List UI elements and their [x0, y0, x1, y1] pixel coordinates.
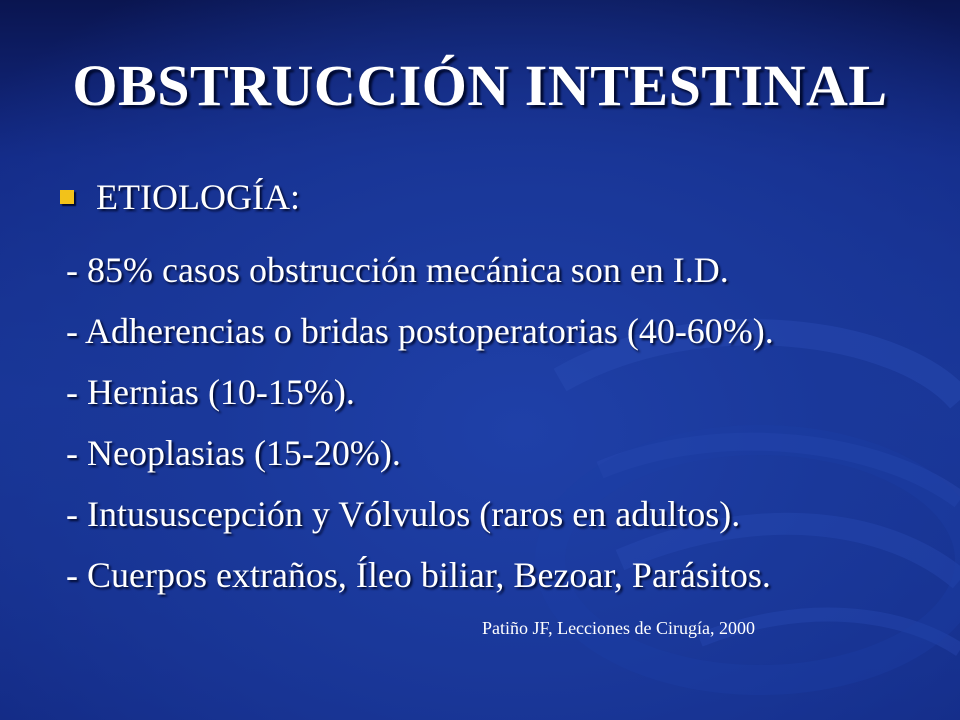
citation: Patiño JF, Lecciones de Cirugía, 2000 [482, 618, 756, 638]
section-heading-label: ETIOLOGÍA: [96, 177, 300, 217]
list-item: - Hernias (10-15%). [66, 372, 355, 412]
square-bullet-icon [60, 190, 74, 204]
list-item: - Cuerpos extraños, Íleo biliar, Bezoar, Parásitos. [66, 555, 771, 595]
list-item: - Intususcepción y Vólvulos (raros en adultos). [66, 494, 741, 534]
list-item: - Neoplasias (15-20%). [66, 433, 401, 473]
list-item: - 85% casos obstrucción mecánica son en I.D. [66, 250, 729, 290]
section-heading [60, 176, 300, 218]
etiology-list [66, 240, 774, 606]
slide-title: OBSTRUCCIÓN INTESTINAL [72, 53, 888, 118]
list-item: - Adherencias o bridas postoperatorias (40-60%). [66, 311, 774, 351]
